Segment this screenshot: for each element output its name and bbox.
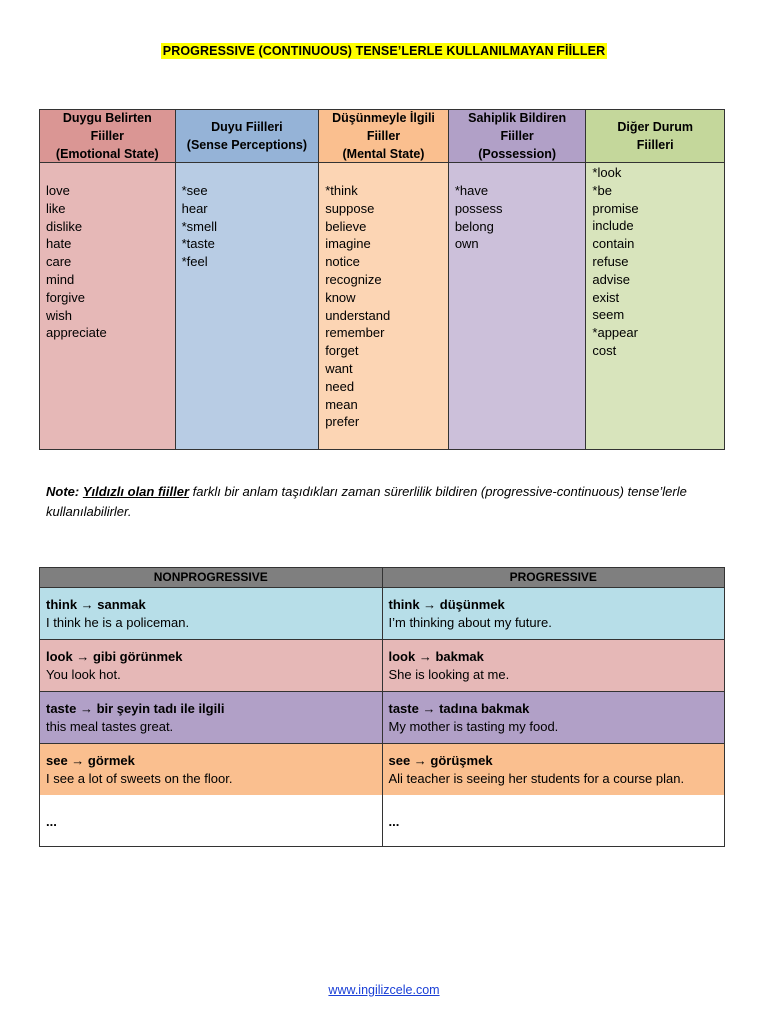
category-header-line: Duygu Belirten: [62, 111, 152, 125]
note-paragraph: [46, 482, 726, 522]
verb-item: notice: [325, 254, 360, 270]
note-label: Note:: [46, 484, 80, 499]
verb-item: mean: [325, 396, 358, 412]
verb-item: include: [592, 218, 634, 234]
example-sentence: this meal tastes great.: [46, 719, 174, 734]
table-row: [40, 692, 724, 744]
verb-item: hate: [46, 236, 72, 252]
category-column: [449, 110, 587, 449]
page-title: PROGRESSIVE (CONTINUOUS) TENSE’LERLE KULLANILMAYAN FİİLLER: [162, 44, 606, 58]
verb-item: need: [325, 378, 355, 394]
verb-item: believe: [325, 218, 367, 234]
verb-item: *think: [325, 183, 358, 198]
example-sentence: She is looking at me.: [388, 667, 510, 682]
verb-item: remember: [325, 325, 385, 341]
verb-item: *taste: [181, 236, 215, 252]
table-row: [40, 640, 724, 692]
category-header-line: (Possession): [478, 147, 557, 161]
category-header-line: (Mental State): [342, 147, 425, 161]
verb-item: want: [325, 360, 353, 376]
verb-meaning: taste → bir şeyin tadı ile ilgili: [46, 701, 225, 716]
category-header-line: Fiilleri: [636, 138, 674, 152]
category-header: [449, 110, 586, 163]
verb-meaning: taste → tadına bakmak: [388, 701, 530, 716]
verb-item: *see: [181, 183, 208, 198]
category-header: [40, 110, 175, 163]
category-verb-list: [176, 163, 319, 449]
category-header-line: Duyu Fiilleri: [211, 120, 283, 134]
category-column: [176, 110, 320, 449]
category-verb-list: [319, 163, 448, 449]
verb-item: *feel: [181, 254, 208, 270]
category-header-line: Fiiller: [366, 129, 401, 143]
verb-item: *appear: [592, 325, 638, 341]
verb-item: appreciate: [46, 325, 107, 341]
verb-item: refuse: [592, 253, 629, 269]
verb-item: know: [325, 289, 356, 305]
verb-item: mind: [46, 271, 75, 287]
footer-link[interactable]: www.ingilizcele.com: [328, 983, 440, 997]
verb-item: promise: [592, 200, 639, 216]
category-column: [586, 110, 724, 449]
table-row: [40, 588, 724, 640]
category-header-line: Fiiller: [90, 129, 124, 143]
nonprogressive-cell: [40, 692, 383, 743]
verb-item: possess: [454, 200, 503, 216]
verb-item: imagine: [325, 236, 371, 252]
category-header: [176, 110, 319, 163]
example-sentence: I think he is a policeman.: [46, 615, 190, 630]
category-header: [586, 110, 724, 163]
category-header-line: Fiiller: [500, 129, 534, 143]
comparison-header: [40, 568, 724, 588]
category-column: [319, 110, 449, 449]
category-header-line: Sahiplik Bildiren: [468, 111, 567, 125]
verb-item: cost: [592, 342, 617, 358]
progressive-cell: [383, 640, 725, 691]
verb-item: advise: [592, 271, 630, 287]
title-wrapper: [0, 42, 768, 60]
ellipsis-right: ...: [388, 814, 400, 829]
verb-item: understand: [325, 307, 391, 323]
verb-meaning: look → bakmak: [388, 649, 484, 664]
verb-item: *look: [592, 165, 622, 180]
category-verb-list: [40, 163, 175, 449]
verb-meaning: think → sanmak: [46, 597, 146, 612]
example-sentence: Ali teacher is seeing her students for a course plan.: [388, 771, 685, 786]
category-header-line: (Emotional State): [55, 147, 159, 161]
verb-meaning: think → düşünmek: [388, 597, 505, 612]
table-row: [40, 744, 724, 795]
example-sentence: I’m thinking about my future.: [388, 615, 552, 630]
verb-item: exist: [592, 289, 620, 305]
example-sentence: You look hot.: [46, 667, 121, 682]
verb-item: love: [46, 183, 70, 198]
progressive-cell: [383, 588, 725, 639]
verb-item: seem: [592, 307, 625, 323]
verb-item: care: [46, 254, 72, 270]
nonprogressive-cell: [40, 588, 383, 639]
category-header-line: Düşünmeyle İlgili: [332, 111, 435, 125]
verb-item: own: [454, 236, 479, 252]
category-header-line: Diğer Durum: [617, 120, 694, 134]
verb-item: belong: [454, 218, 494, 234]
header-nonprogressive: NONPROGRESSIVE: [40, 568, 383, 587]
category-verb-list: [586, 163, 724, 449]
header-progressive: PROGRESSIVE: [509, 570, 597, 584]
category-header-line: (Sense Perceptions): [186, 138, 307, 152]
verb-meaning: see → görüşmek: [388, 753, 493, 768]
ellipsis-left: ...: [40, 795, 383, 846]
note-text: farklı bir anlam taşıdıkları zaman sürerlilik bildiren (progressive-continuous) tense’lerle kullanılabilirler.: [46, 484, 687, 519]
category-header: [319, 110, 448, 163]
category-column: [40, 110, 176, 449]
comparison-table: [39, 567, 725, 847]
table-row-ellipsis: [40, 795, 724, 846]
footer: [0, 983, 768, 997]
nonprogressive-cell: [40, 744, 383, 795]
example-sentence: My mother is tasting my food.: [388, 719, 559, 734]
note-underlined: Yıldızlı olan fiiller: [82, 484, 190, 499]
verb-item: recognize: [325, 271, 382, 287]
verb-item: forget: [325, 343, 359, 359]
verb-item: forgive: [46, 289, 86, 305]
example-sentence: I see a lot of sweets on the floor.: [46, 771, 233, 786]
verb-item: *smell: [181, 218, 218, 234]
verb-item: wish: [46, 307, 73, 323]
verb-item: prefer: [325, 414, 360, 430]
progressive-cell: [383, 692, 725, 743]
verb-meaning: look → gibi görünmek: [46, 649, 183, 664]
verb-item: dislike: [46, 218, 83, 234]
verb-item: hear: [181, 200, 208, 216]
verb-categories-table: [39, 109, 725, 450]
verb-item: like: [46, 200, 66, 216]
verb-meaning: see → görmek: [46, 753, 135, 768]
progressive-cell: [383, 744, 725, 795]
verb-item: *have: [454, 183, 489, 198]
verb-item: suppose: [325, 200, 375, 216]
verb-item: *be: [592, 182, 612, 198]
nonprogressive-cell: [40, 640, 383, 691]
verb-item: contain: [592, 236, 635, 252]
category-verb-list: [449, 163, 586, 449]
